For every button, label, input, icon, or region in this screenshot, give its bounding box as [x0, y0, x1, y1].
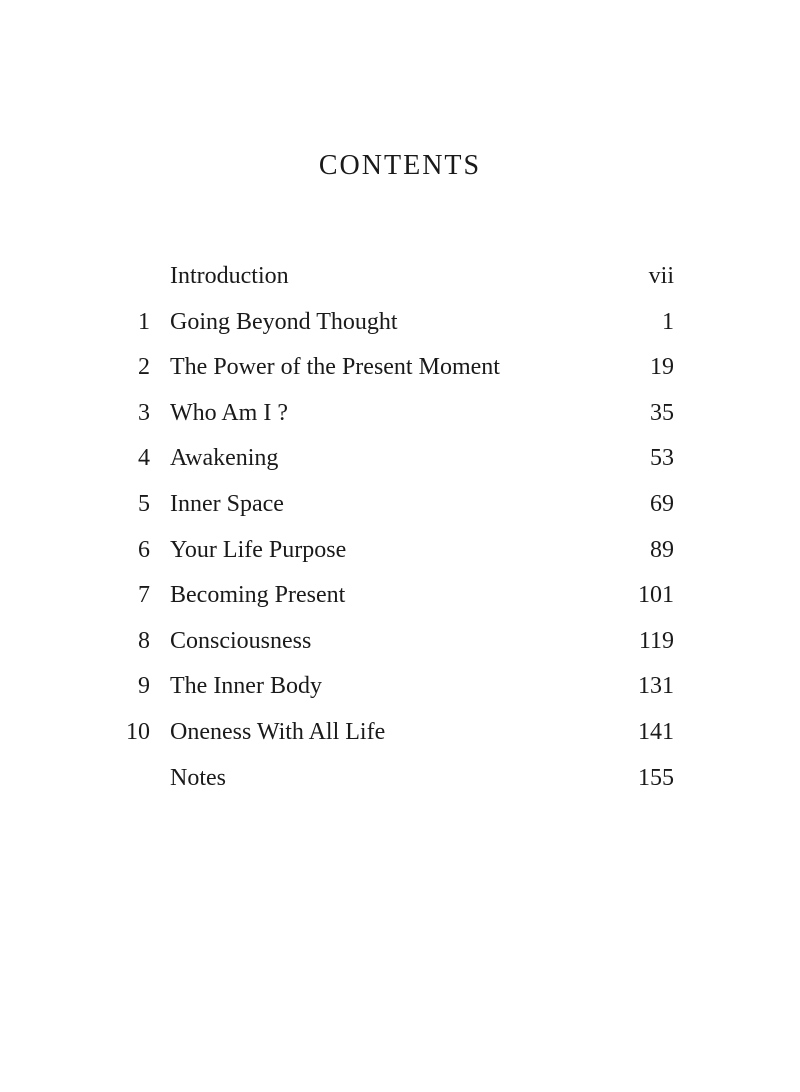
chapter-title: Your Life Purpose — [170, 536, 347, 563]
chapter-title: Going Beyond Thought — [170, 308, 398, 335]
chapter-number: 1 — [138, 308, 150, 335]
chapter-number: 10 — [126, 718, 150, 745]
page-number: 101 — [638, 582, 674, 609]
page-number: 131 — [638, 673, 674, 700]
table-of-contents — [0, 258, 800, 805]
chapter-title: Becoming Present — [170, 582, 346, 609]
chapter-number: 8 — [138, 627, 150, 654]
page-number: 119 — [638, 627, 674, 654]
page-title: CONTENTS — [318, 150, 482, 181]
chapter-number: 2 — [138, 354, 150, 381]
chapter-title: Oneness With All Life — [170, 718, 386, 745]
toc-entry-chapter-4[interactable] — [0, 440, 800, 486]
chapter-title: Notes — [170, 764, 226, 791]
toc-entry-chapter-8[interactable] — [0, 623, 800, 669]
chapter-title: Consciousness — [170, 627, 312, 654]
page-number: 69 — [650, 490, 674, 517]
chapter-number: 9 — [138, 673, 150, 700]
toc-entry-chapter-2[interactable] — [0, 349, 800, 395]
chapter-number: 6 — [138, 536, 150, 563]
toc-entry-chapter-6[interactable] — [0, 532, 800, 578]
page-number: 1 — [662, 308, 674, 335]
chapter-title: Introduction — [170, 263, 289, 289]
toc-entry-notes[interactable] — [0, 760, 800, 806]
toc-entry-chapter-3[interactable] — [0, 395, 800, 441]
page-number: 89 — [650, 536, 674, 563]
page-number: vii — [648, 263, 674, 289]
chapter-title: Inner Space — [170, 490, 284, 517]
page-number: 155 — [638, 764, 674, 791]
toc-entry-chapter-9[interactable] — [0, 668, 800, 714]
chapter-number: 7 — [138, 582, 150, 609]
toc-entry-chapter-5[interactable] — [0, 486, 800, 532]
page-number: 35 — [650, 399, 674, 426]
chapter-title: Who Am I ? — [170, 399, 288, 426]
page-number: 19 — [650, 354, 674, 381]
chapter-number: 4 — [138, 445, 150, 472]
toc-entry-introduction[interactable] — [0, 258, 800, 304]
chapter-title: The Inner Body — [170, 673, 322, 700]
toc-entry-chapter-1[interactable] — [0, 304, 800, 350]
page-number: 53 — [650, 445, 674, 472]
page-number: 141 — [638, 718, 674, 745]
chapter-title: Awakening — [170, 445, 279, 472]
toc-entry-chapter-7[interactable] — [0, 577, 800, 623]
toc-entry-chapter-10[interactable] — [0, 714, 800, 760]
chapter-title: The Power of the Present Moment — [170, 354, 500, 381]
chapter-number: 5 — [138, 490, 150, 517]
chapter-number: 3 — [138, 399, 150, 426]
